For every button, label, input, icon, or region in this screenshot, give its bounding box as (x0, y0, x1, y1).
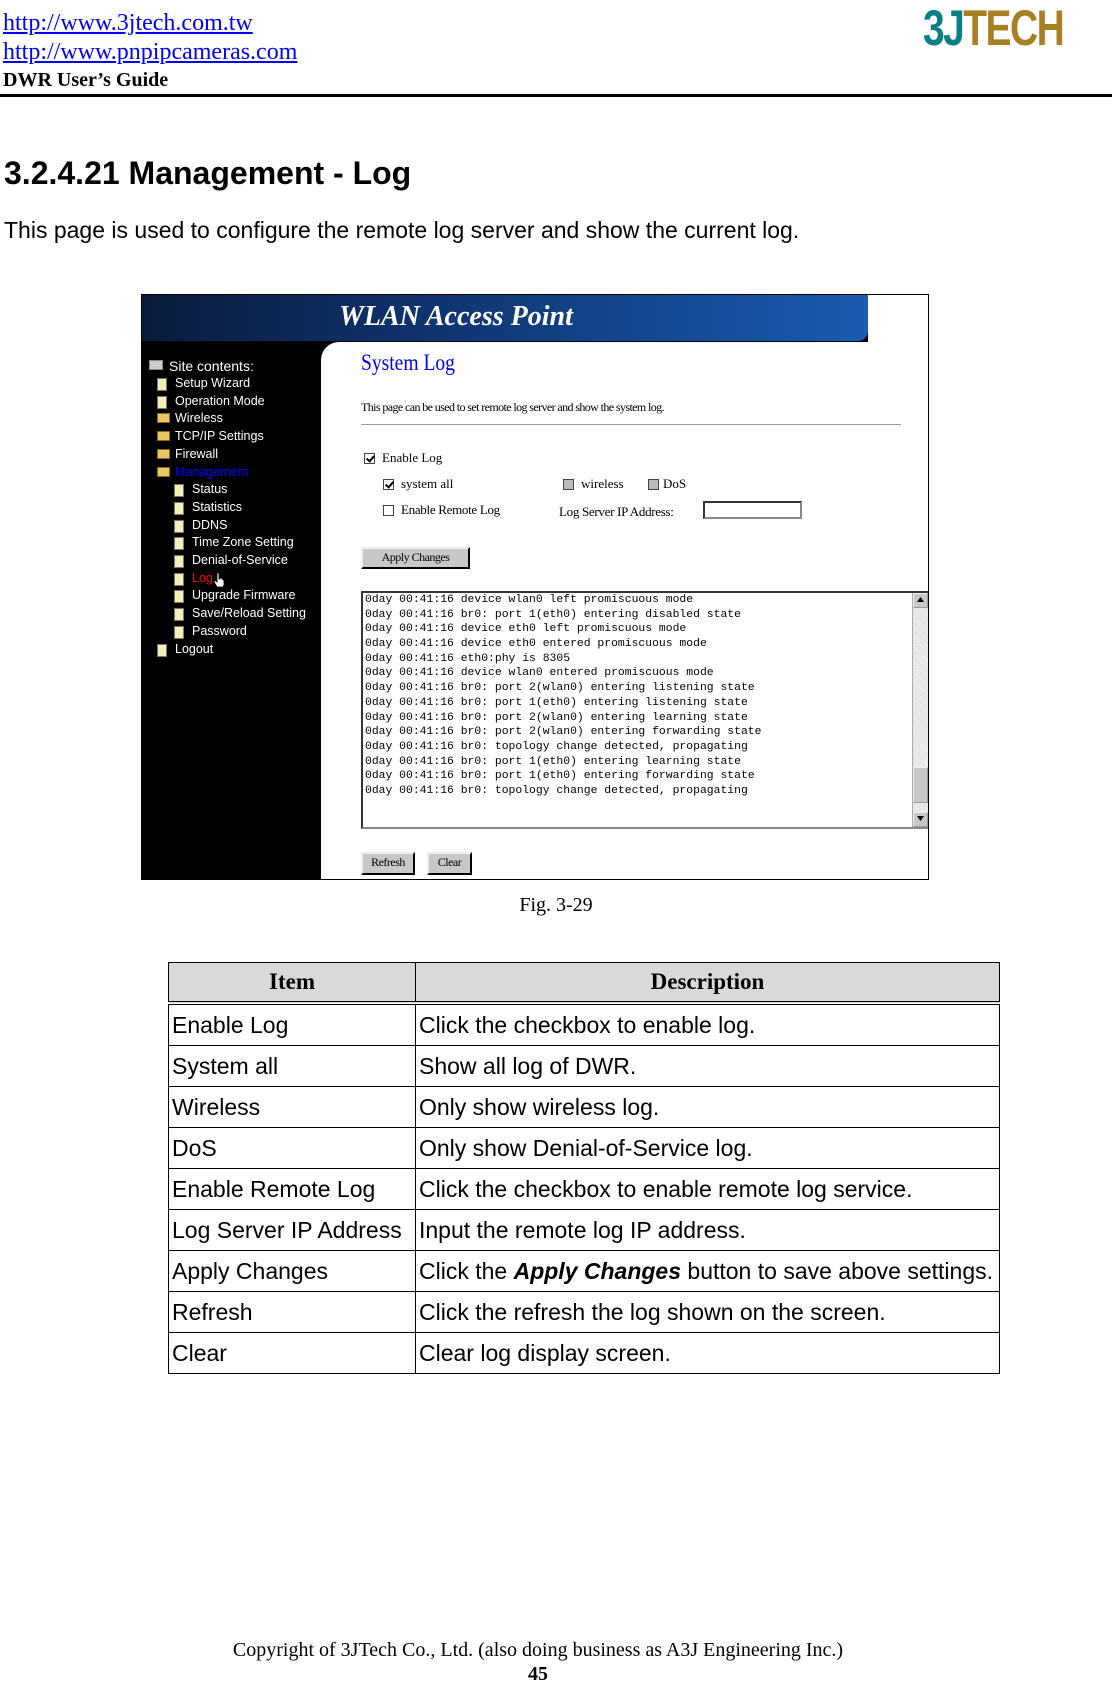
page-icon (174, 573, 184, 586)
log-line: 0day 00:41:16 device eth0 entered promiscuous mode (365, 638, 707, 651)
folder-icon (157, 449, 170, 459)
page-icon (157, 378, 167, 391)
table-row (169, 1003, 1000, 1046)
header-description: Description (416, 963, 1000, 1004)
system-all-label: system all (401, 476, 454, 491)
enable-remote-log-label: Enable Remote Log (401, 502, 500, 517)
section-title: 3.2.4.21 Management - Log (4, 155, 412, 191)
log-line: 0day 00:41:16 br0: topology change detected, propagating (365, 784, 748, 797)
screenshot-system-log (141, 294, 929, 880)
description-cell: Only show wireless log. (416, 1087, 1000, 1128)
sidebar-item[interactable]: Management (175, 464, 248, 479)
folder-icon (157, 431, 170, 441)
sidebar-item[interactable]: Upgrade Firmware (192, 588, 296, 603)
table-row (169, 1169, 1000, 1210)
item-cell: Enable Log (169, 1003, 416, 1046)
section-intro: This page is used to configure the remote log server and show the current log. (4, 217, 800, 243)
computer-icon (149, 360, 163, 370)
log-line: 0day 00:41:16 device wlan0 left promiscuous mode (365, 594, 694, 606)
sidebar-item[interactable]: Operation Mode (175, 393, 265, 408)
sidebar-root: Site contents: (169, 358, 254, 374)
page-icon (174, 537, 184, 550)
log-line: 0day 00:41:16 br0: port 2(wlan0) entering forwarding state (365, 726, 762, 739)
divider (361, 424, 901, 425)
table-row (169, 1046, 1000, 1087)
system-all-checkbox[interactable] (383, 479, 394, 490)
item-cell: System all (169, 1046, 416, 1087)
item-cell: Clear (169, 1333, 416, 1374)
item-cell: Enable Remote Log (169, 1169, 416, 1210)
log-scrollbar[interactable] (912, 593, 928, 827)
item-description-table (168, 962, 1000, 1374)
description-cell: Input the remote log IP address. (416, 1210, 1000, 1251)
header-item: Item (169, 963, 416, 1004)
dos-label: DoS (663, 476, 687, 491)
table-row (169, 1292, 1000, 1333)
scroll-thumb[interactable] (913, 767, 928, 803)
description-cell: Click the refresh the log shown on the screen. (416, 1292, 1000, 1333)
description-cell: Click the Apply Changes button to save above settings. (416, 1251, 1000, 1292)
log-line: 0day 00:41:16 eth0:phy is 8305 (365, 652, 571, 665)
sidebar-item[interactable]: Save/Reload Setting (192, 606, 306, 621)
page-icon (174, 608, 184, 621)
logo-text: TECH (963, 0, 1064, 56)
item-cell: Log Server IP Address (169, 1210, 416, 1251)
sidebar-item[interactable]: Log (192, 570, 213, 585)
sidebar-item[interactable]: Status (192, 482, 228, 497)
item-cell: DoS (169, 1128, 416, 1169)
item-cell: Refresh (169, 1292, 416, 1333)
enable-log-label: Enable Log (382, 450, 443, 465)
folder-icon (157, 467, 170, 477)
app-title: WLAN Access Point (339, 301, 573, 332)
page-icon (174, 590, 184, 603)
page-icon (174, 626, 184, 639)
page-number: 45 (528, 1663, 548, 1685)
apply-changes-button[interactable]: Apply Changes (361, 547, 470, 569)
clear-button[interactable]: Clear (427, 852, 472, 875)
item-cell: Apply Changes (169, 1251, 416, 1292)
description-cell: Show all log of DWR. (416, 1046, 1000, 1087)
log-server-ip-input[interactable] (703, 501, 802, 519)
table-row (169, 1251, 1000, 1292)
dos-checkbox[interactable] (648, 479, 659, 490)
description-cell: Clear log display screen. (416, 1333, 1000, 1374)
log-line: 0day 00:41:16 br0: topology change detected, propagating (365, 740, 748, 753)
page-title: System Log (361, 350, 455, 375)
log-line: 0day 00:41:16 br0: port 1(eth0) entering forwarding state (365, 770, 755, 783)
refresh-button[interactable]: Refresh (361, 852, 415, 875)
sidebar-item[interactable]: Denial-of-Service (192, 553, 288, 567)
page-icon (174, 484, 184, 497)
wireless-checkbox[interactable] (563, 479, 574, 490)
figure-caption: Fig. 3-29 (519, 894, 593, 916)
wireless-label: wireless (581, 476, 624, 491)
sidebar-item[interactable]: Statistics (192, 499, 243, 514)
table-row (169, 1128, 1000, 1169)
sidebar-item[interactable]: Setup Wizard (175, 376, 251, 390)
table-row (169, 1333, 1000, 1374)
log-line: 0day 00:41:16 device eth0 left promiscuous mode (365, 623, 687, 636)
enable-log-checkbox[interactable] (364, 453, 375, 464)
link-pnpipcameras[interactable]: http://www.pnpipcameras.com (3, 39, 298, 65)
description-cell: Only show Denial-of-Service log. (416, 1128, 1000, 1169)
sidebar-item[interactable]: Wireless (175, 411, 223, 426)
page-icon (174, 502, 184, 515)
page-icon (157, 644, 167, 657)
log-line: 0day 00:41:16 br0: port 2(wlan0) entering listening state (365, 682, 755, 695)
log-line: 0day 00:41:16 device wlan0 entered promiscuous mode (365, 667, 714, 680)
page-icon (174, 520, 184, 533)
scroll-up-icon[interactable] (913, 593, 928, 608)
copyright: Copyright of 3JTech Co., Ltd. (also doing business as A3J Engineering Inc.) (232, 1639, 844, 1661)
logo-number: 3J (923, 0, 964, 56)
sidebar-item[interactable]: Time Zone Setting (192, 535, 294, 550)
item-cell: Wireless (169, 1087, 416, 1128)
sidebar-item[interactable]: Firewall (175, 446, 219, 461)
page-description: This page can be used to set remote log server and show the system log. (361, 400, 664, 414)
table-row (169, 1087, 1000, 1128)
log-line: 0day 00:41:16 br0: port 1(eth0) entering learning state (365, 755, 741, 768)
folder-icon (157, 413, 170, 423)
sidebar-item[interactable]: TCP/IP Settings (175, 429, 264, 444)
log-textarea[interactable] (361, 591, 929, 829)
description-cell: Click the checkbox to enable log. (416, 1003, 1000, 1046)
enable-remote-log-checkbox[interactable] (383, 505, 394, 516)
page-icon (157, 396, 167, 409)
scroll-down-icon[interactable] (913, 812, 928, 827)
log-line: 0day 00:41:16 br0: port 1(eth0) entering listening state (365, 696, 748, 709)
guide-title: DWR User’s Guide (3, 69, 169, 91)
description-cell: Click the checkbox to enable remote log service. (416, 1169, 1000, 1210)
link-3jtech[interactable]: http://www.3jtech.com.tw (3, 10, 253, 36)
sidebar-item[interactable]: Password (192, 623, 247, 638)
header-rule (0, 94, 1112, 97)
page-icon (174, 555, 184, 568)
log-line: 0day 00:41:16 br0: port 1(eth0) entering disabled state (365, 608, 741, 621)
sidebar-item[interactable]: DDNS (192, 517, 228, 532)
table-row (169, 1210, 1000, 1251)
log-line: 0day 00:41:16 br0: port 2(wlan0) entering learning state (365, 711, 748, 724)
log-server-ip-label: Log Server IP Address: (559, 504, 674, 519)
sidebar-item[interactable]: Logout (175, 641, 214, 656)
hand-cursor-icon (214, 572, 225, 587)
3jtech-logo (923, 0, 1064, 58)
